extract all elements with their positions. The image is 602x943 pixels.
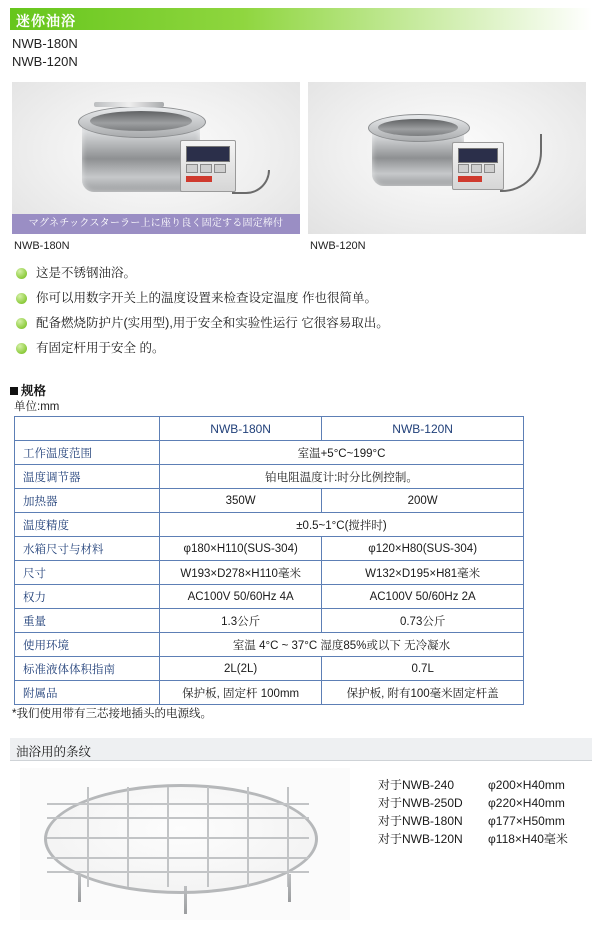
table-col-header-blank	[15, 417, 160, 441]
list-item	[14, 341, 584, 356]
row-value-180n: 保护板, 固定杆 100mm	[160, 681, 322, 705]
table-col-header-nwb-120n: NWB-120N	[322, 417, 524, 441]
row-value-merged: 铂电阻温度计:时分比例控制。	[160, 465, 524, 489]
row-value-180n: 2L(2L)	[160, 657, 322, 681]
bullet-dot-icon	[16, 293, 27, 304]
row-value-merged: ±0.5~1°C(搅拌时)	[160, 513, 524, 537]
mesh-wire	[167, 787, 169, 887]
feature-bullet-list	[14, 266, 584, 366]
page-title-bar	[10, 8, 592, 30]
accessory-model: 对于NWB-240	[378, 778, 455, 792]
row-value-180n: 350W	[160, 489, 322, 513]
list-item	[14, 316, 584, 331]
row-value-120n: 保护板, 附有100毫米固定杆盖	[322, 681, 524, 705]
row-label: 温度调节器	[15, 465, 160, 489]
row-value-merged: 室温 4°C ~ 37°C 湿度85%或以下 无冷凝水	[160, 633, 524, 657]
row-value-merged: 室温+5°C~199°C	[160, 441, 524, 465]
table-row	[15, 633, 524, 657]
mesh-rack-leg	[184, 886, 187, 914]
row-label: 尺寸	[15, 561, 160, 585]
spec-footnote: *我们使用带有三芯接地插头的电源线。	[12, 708, 212, 720]
spec-heading-label: 规格	[21, 384, 47, 398]
mesh-rack-leg	[78, 874, 81, 902]
pot-interior	[378, 119, 458, 136]
controller-display	[186, 146, 230, 162]
controller-display	[458, 148, 498, 163]
mesh-wire	[127, 787, 129, 887]
accessory-model: 对于NWB-120N	[378, 832, 463, 846]
table-col-header-nwb-180n: NWB-180N	[160, 417, 322, 441]
list-item	[378, 830, 568, 848]
square-bullet-icon	[10, 387, 18, 395]
model-name-1: NWB-180N	[12, 36, 78, 51]
controller-button	[458, 164, 469, 173]
accessory-model: 对于NWB-180N	[378, 814, 463, 828]
specification-table	[14, 416, 524, 705]
table-header-row	[15, 417, 524, 441]
product-photo-band	[12, 82, 586, 234]
bullet-dot-icon	[16, 343, 27, 354]
controller-button	[186, 164, 198, 173]
row-value-180n: AC100V 50/60Hz 4A	[160, 585, 322, 609]
row-value-120n: AC100V 50/60Hz 2A	[322, 585, 524, 609]
fixing-rod	[94, 102, 164, 107]
row-label: 温度精度	[15, 513, 160, 537]
row-value-180n: 1.3公斤	[160, 609, 322, 633]
photo-label-nwb-120n: NWB-120N	[310, 240, 366, 252]
mesh-wire	[207, 787, 209, 887]
brand-label	[186, 176, 212, 182]
mesh-wire	[247, 787, 249, 887]
list-item	[378, 812, 568, 830]
controller-button	[471, 164, 482, 173]
mesh-wire	[87, 787, 89, 887]
mesh-rack-photo	[20, 768, 350, 920]
row-value-180n: W193×D278×H110毫米	[160, 561, 322, 585]
list-item	[14, 291, 584, 306]
accessory-model: 对于NWB-250D	[378, 796, 463, 810]
brand-label	[458, 176, 482, 182]
spec-section-heading	[10, 381, 46, 399]
list-item	[378, 794, 568, 812]
photo-caption-strip: マグネチックスターラー上に座り良く固定する固定棒付	[12, 214, 300, 234]
list-item	[14, 266, 584, 281]
power-cord	[500, 134, 542, 192]
row-label: 加热器	[15, 489, 160, 513]
row-label: 附属品	[15, 681, 160, 705]
table-row	[15, 489, 524, 513]
spec-unit-note: 单位:mm	[14, 401, 60, 413]
table-row	[15, 585, 524, 609]
row-value-120n: φ120×H80(SUS-304)	[322, 537, 524, 561]
row-value-120n: 0.7L	[322, 657, 524, 681]
product-photo-nwb-180n	[12, 82, 300, 234]
accessory-size: φ118×H40毫米	[488, 832, 568, 846]
table-row	[15, 609, 524, 633]
row-label: 使用环境	[15, 633, 160, 657]
oil-bath-illustration-large	[72, 100, 272, 212]
row-value-180n: φ180×H110(SUS-304)	[160, 537, 322, 561]
page-title: 迷你油浴	[16, 13, 76, 29]
bullet-dot-icon	[16, 318, 27, 329]
list-item-label: 配备燃烧防护片(实用型),用于安全和实验性运行 它很容易取出。	[36, 316, 389, 330]
list-item	[378, 776, 568, 794]
row-label: 权力	[15, 585, 160, 609]
mesh-rack-illustration	[44, 784, 318, 894]
controller-button	[200, 164, 212, 173]
list-item-label: 这是不锈钢油浴。	[36, 266, 137, 280]
accessory-section-bar	[10, 738, 592, 761]
accessory-size: φ220×H40mm	[488, 796, 565, 810]
table-row	[15, 681, 524, 705]
row-label: 重量	[15, 609, 160, 633]
controller-button	[484, 164, 495, 173]
bullet-dot-icon	[16, 268, 27, 279]
row-value-120n: 200W	[322, 489, 524, 513]
product-photo-nwb-120n	[308, 82, 586, 234]
row-value-120n: 0.73公斤	[322, 609, 524, 633]
accessory-section-title: 油浴用的条纹	[16, 745, 92, 759]
photo-label-nwb-180n: NWB-180N	[14, 240, 70, 252]
list-item-label: 你可以用数字开关上的温度设置来检查设定温度 作也很简单。	[36, 291, 377, 305]
pot-interior	[90, 111, 192, 131]
table-row	[15, 537, 524, 561]
table-row	[15, 513, 524, 537]
model-name-2: NWB-120N	[12, 54, 78, 69]
table-row	[15, 465, 524, 489]
oil-bath-illustration-small	[358, 104, 548, 212]
table-row	[15, 657, 524, 681]
row-label: 标准液体体积指南	[15, 657, 160, 681]
mesh-rack-leg	[288, 874, 291, 902]
mesh-wire	[287, 787, 289, 887]
accessory-size: φ200×H40mm	[488, 778, 565, 792]
accessory-spec-list	[378, 776, 568, 848]
row-label: 工作温度范围	[15, 441, 160, 465]
controller-button	[214, 164, 226, 173]
table-row	[15, 561, 524, 585]
table-row	[15, 441, 524, 465]
power-cord	[232, 170, 270, 194]
list-item-label: 有固定杆用于安全 的。	[36, 341, 165, 355]
row-label: 水箱尺寸与材料	[15, 537, 160, 561]
accessory-size: φ177×H50mm	[488, 814, 565, 828]
row-value-120n: W132×D195×H81毫米	[322, 561, 524, 585]
